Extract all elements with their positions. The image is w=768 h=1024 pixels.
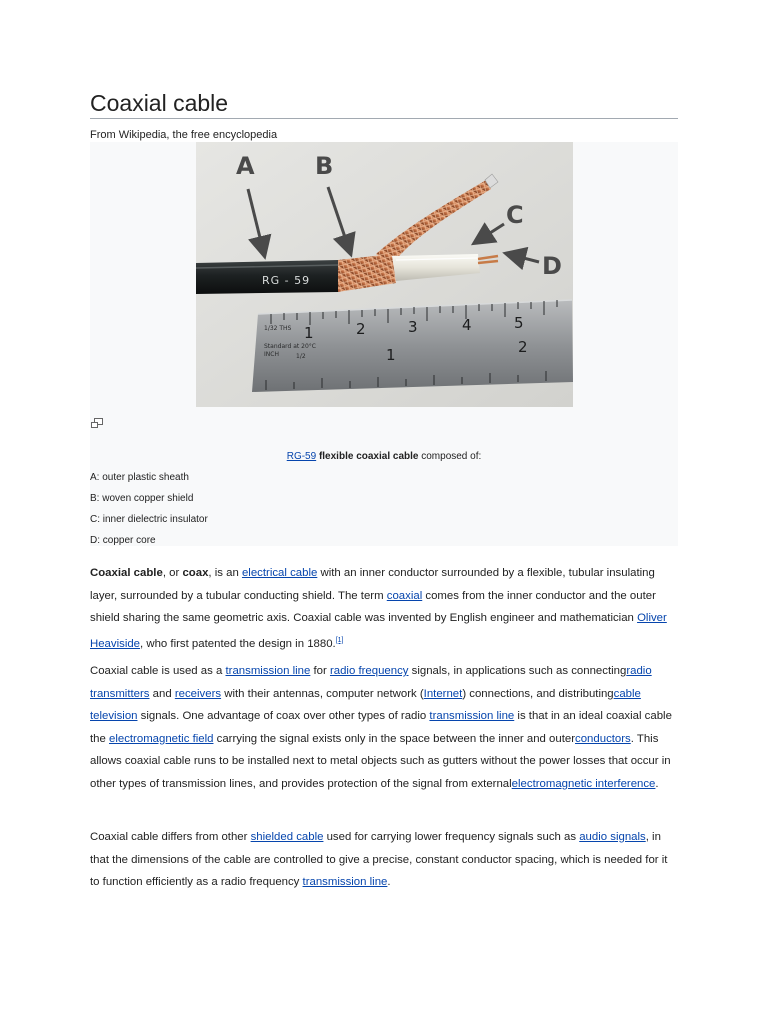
link-transmission-line[interactable]: transmission line (225, 665, 311, 677)
caption-rest: composed of: (421, 451, 482, 462)
link-electromagnetic-field[interactable]: electromagnetic field (109, 732, 214, 745)
text-run: comes from the inner conductor and the outer shield sharing the same geometric axis. Coaxial cable was invented by English engineer and mathematician (90, 589, 656, 625)
caption-bold: flexible coaxial cable (318, 451, 419, 462)
text-run: . (655, 777, 659, 790)
link-oliver-heaviside[interactable]: Oliver Heaviside (90, 612, 667, 650)
link-radio-transmitters[interactable]: radio transmitters (90, 665, 652, 700)
link-conductors[interactable]: conductors (575, 732, 631, 745)
ruler-standard-label: Standard at 20°C (264, 343, 316, 350)
link-radio-frequency[interactable]: radio frequency (329, 665, 409, 677)
text-run: Coaxial cable differs from other (90, 831, 251, 843)
rg59-link[interactable]: RG-59 (286, 451, 317, 462)
part-item: B: woven copper shield (90, 493, 194, 504)
bold-term: Coaxial cable (90, 567, 163, 579)
text-run: , who first patented the design in 1880. (140, 637, 336, 650)
page-title: Coaxial cable (90, 90, 229, 116)
link-internet[interactable]: Internet (423, 687, 463, 700)
text-run: signals, in applications such as connecting (408, 665, 627, 677)
text-run: . This allows coaxial cable runs to be installed next to metal objects such as gutters without the power losses that occur in other types of transmission lines, and provides protection of the signal from external (90, 732, 671, 790)
paragraph-uses (90, 660, 680, 796)
ruler-number-top: 4 (462, 316, 472, 334)
ruler-fraction-label: 1/2 (296, 353, 306, 360)
text-run: with their antennas, computer network ( (221, 687, 424, 700)
ruler-number-bottom: 2 (518, 338, 528, 356)
bold-term: coax (182, 567, 209, 579)
text-run: carrying the signal exists only in the space between the inner and outer (213, 732, 576, 745)
ruler-number-bottom: 1 (386, 346, 396, 364)
text-run: used for carrying lower frequency signals such as (323, 831, 580, 843)
text-run: signals. One advantage of coax over other types of radio (137, 710, 430, 723)
callout-label-c: C (506, 201, 524, 229)
text-run: , is an (208, 567, 242, 579)
link-transmission-line-2[interactable]: transmission line (429, 710, 515, 723)
ruler-number-top: 5 (514, 314, 524, 332)
ruler-number-top: 3 (408, 318, 418, 336)
text-run: , in that the dimensions of the cable are controlled to give a precise, constant conductor spacing, which is needed for it to function efficiently as a radio frequency (90, 831, 668, 889)
callout-label-d: D (542, 252, 562, 280)
link-electrical-cable[interactable]: electrical cable (241, 567, 318, 579)
ruler-number-top: 1 (304, 324, 314, 342)
coaxial-cable-photo[interactable] (196, 142, 573, 407)
ruler-inch-label: INCH (264, 351, 279, 358)
part-item: D: copper core (90, 535, 156, 546)
link-coaxial[interactable]: coaxial (386, 589, 423, 602)
link-cable-television[interactable]: cable television (90, 687, 641, 723)
text-run: with an inner conductor surrounded by a flexible, tubular insulating layer, surrounded by a tubular conducting shield. The term (90, 567, 655, 602)
callout-label-b: B (315, 152, 334, 180)
link-transmission-line-3[interactable]: transmission line (302, 876, 388, 889)
citation-link[interactable]: [1] (335, 636, 344, 644)
page-tagline: From Wikipedia, the free encyclopedia (90, 129, 278, 141)
text-run: . (387, 876, 391, 889)
part-item: A: outer plastic sheath (90, 472, 189, 483)
text-run: and (149, 687, 175, 700)
callout-label-a: A (236, 152, 255, 180)
text-run: Coaxial cable is used as a (90, 665, 226, 677)
text-run: ) connections, and distributing (462, 687, 614, 700)
ruler-number-top: 2 (356, 320, 366, 338)
ruler-graphic (252, 300, 573, 392)
ruler-unit-label: 1/32 THS (264, 325, 292, 332)
cable-marking: RG - 59 (262, 274, 311, 287)
link-receivers[interactable]: receivers (174, 687, 222, 700)
text-run: is that in an ideal coaxial cable the (90, 710, 672, 745)
enlarge-icon[interactable] (90, 416, 104, 428)
link-electromagnetic-interference[interactable]: electromagnetic interference (511, 777, 656, 790)
title-divider (90, 118, 678, 119)
link-audio-signals[interactable]: audio signals (579, 831, 646, 843)
text-run: , or (162, 567, 183, 579)
link-shielded-cable[interactable]: shielded cable (250, 831, 324, 843)
figure-caption (90, 451, 678, 462)
paragraph-differences (90, 826, 680, 894)
text-run: for (310, 665, 330, 677)
paragraph-intro (90, 562, 680, 655)
part-item: C: inner dielectric insulator (90, 514, 208, 525)
